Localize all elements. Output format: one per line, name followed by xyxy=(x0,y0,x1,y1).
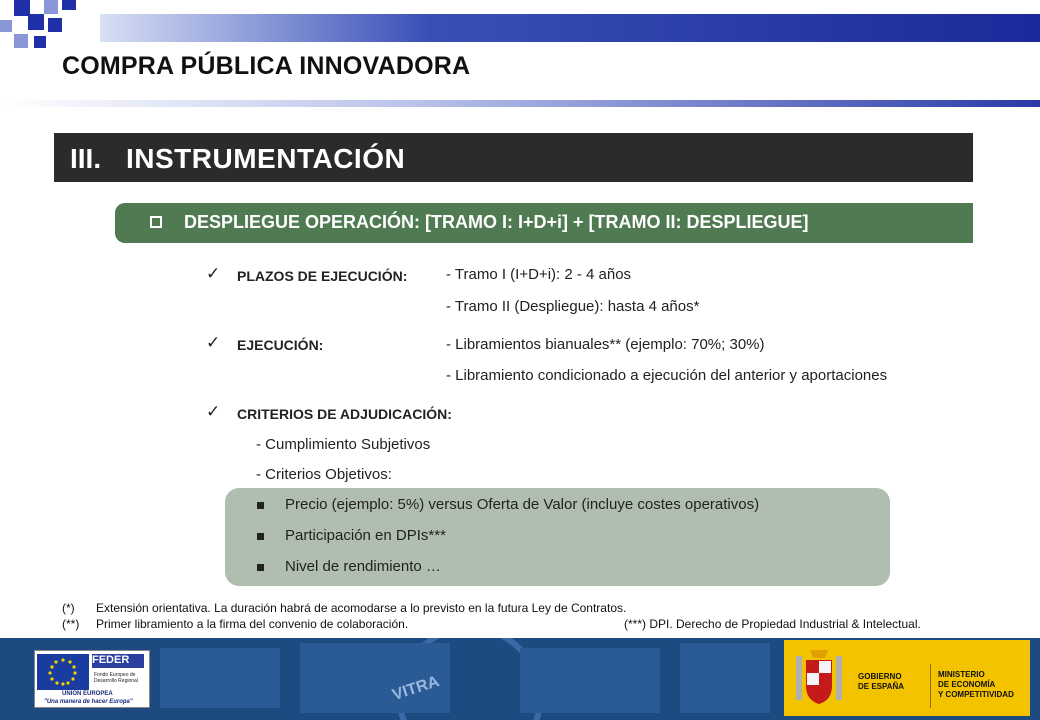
ministerio-label xyxy=(938,670,1014,700)
footnote-mark: (**) xyxy=(62,617,80,631)
logo-divider xyxy=(930,664,931,708)
section-title: INSTRUMENTACIÓN xyxy=(126,143,406,174)
criteria-item: Participación en DPIs*** xyxy=(285,527,446,544)
criteria-item: Nivel de rendimiento … xyxy=(285,558,441,575)
spain-coat-of-arms-icon xyxy=(790,646,848,710)
min-line: Y COMPETITIVIDAD xyxy=(938,690,1014,699)
check-icon: ✓ xyxy=(206,402,221,421)
section-number: III. xyxy=(70,143,102,174)
gobierno-label xyxy=(858,672,904,692)
min-line: MINISTERIO xyxy=(938,670,985,679)
eu-motto: "Una manera de hacer Europa" xyxy=(44,699,133,705)
header-blue-bar xyxy=(100,14,1040,42)
item-line: - Cumplimiento Subjetivos xyxy=(256,436,431,453)
check-icon: ✓ xyxy=(206,264,221,283)
feder-subtitle: Fondo Europeo de Desarrollo Regional xyxy=(94,672,138,684)
gov-line: DE ESPAÑA xyxy=(858,682,905,691)
item-line: - Tramo II (Despliegue): hasta 4 años* xyxy=(446,298,700,315)
item-line: - Libramientos bianuales** (ejemplo: 70%; 30%) xyxy=(446,336,765,353)
item-label: CRITERIOS DE ADJUDICACIÓN: xyxy=(237,406,452,422)
item-line: - Tramo I (I+D+i): 2 - 4 años xyxy=(446,266,632,283)
criteria-item: Precio (ejemplo: 5%) versus Oferta de Valor (incluye costes operativos) xyxy=(285,496,760,513)
footnote-text: Primer libramiento a la firma del convenio de colaboración. xyxy=(96,617,409,631)
page-title: COMPRA PÚBLICA INNOVADORA xyxy=(62,52,471,80)
eu-flag-icon xyxy=(37,654,89,690)
header-logo-squares xyxy=(0,0,100,60)
item-label: PLAZOS DE EJECUCIÓN: xyxy=(237,268,408,284)
footnote-text: Extensión orientativa. La duración habrá de acomodarse a lo previsto en la futura Ley de Contratos. xyxy=(96,601,627,615)
square-bullet-icon xyxy=(257,533,264,540)
eu-label: UNIÓN EUROPEA xyxy=(62,691,113,697)
checkbox-bullet-icon xyxy=(150,216,162,228)
square-bullet-icon xyxy=(257,502,264,509)
item-label: EJECUCIÓN: xyxy=(237,337,324,353)
footnote-text: (***) DPI. Derecho de Propiedad Industrial & Intelectual. xyxy=(624,617,921,631)
gov-line: GOBIERNO xyxy=(858,672,902,681)
item-line: - Criterios Objetivos: xyxy=(256,466,392,483)
header-divider xyxy=(0,100,1040,107)
square-bullet-icon xyxy=(257,564,264,571)
min-line: DE ECONOMÍA xyxy=(938,680,996,689)
feder-label: FEDER xyxy=(92,654,144,668)
watermark-text: VITRA xyxy=(390,673,442,705)
check-icon: ✓ xyxy=(206,333,221,352)
footnote-mark: (*) xyxy=(62,601,75,615)
item-line: - Libramiento condicionado a ejecución del anterior y aportaciones xyxy=(446,367,888,384)
subsection-title: DESPLIEGUE OPERACIÓN: [TRAMO I: I+D+i] + [TRAMO II: DESPLIEGUE] xyxy=(184,212,809,232)
